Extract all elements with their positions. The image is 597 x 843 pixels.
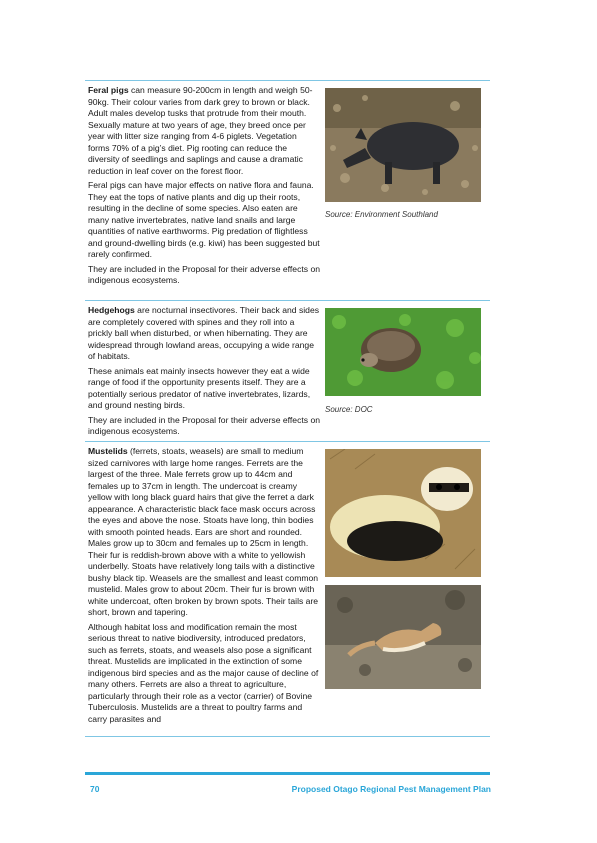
page-number: 70 [90,784,100,794]
stoat-photo [325,585,481,689]
mustelids-section [88,446,320,728]
document-title: Proposed Otago Regional Pest Management Plan [291,784,491,794]
hedgehog-photo [325,308,481,396]
feral-pigs-paragraph-3: They are included in the Proposal for their adverse effects on indigenous ecosystems. [88,263,321,285]
hedgehog-photo-caption: Source: DOC [325,405,373,414]
mustelids-paragraph-2: Although habitat loss and modification remain the most serious threat to native biodiversity, introduced predators, such as ferrets, stoats, and weasels also pose a significant threat. Mustelids are implicated in the extinction of some indigenous bird species and as the major cause of decline of many others. Ferrets are also a threat to agriculture, particularly through their role as a vector (carrier) of Bovine Tuberculosis. Mustelids are a threat to poultry farms and carry parasites and [88,621,319,724]
section-divider [85,441,490,442]
section-divider [85,736,490,737]
hedgehogs-section [88,305,320,441]
feral-pigs-section [88,85,320,290]
feral-pig-photo [325,88,481,202]
ferret-photo [325,449,481,577]
feral-pig-photo-caption: Source: Environment Southland [325,210,438,219]
mustelids-paragraph-1: Mustelids (ferrets, stoats, weasels) are small to medium sized carnivores with large home ranges. Ferrets are the largest of the three. Male ferrets grow up to 44cm and females up to 37cm in length. The undercoat is creamy yellow with long black guard hairs that give the ferret a dark appearance. A characteristic black face mask occurs across the eyes and above the nose. Stoats have long, thin bodies with smooth pointed heads. Ears are short and rounded. Males grow up to 30cm and females up to 25cm in length. Their fur is reddish-brown above with a white to yellowish underbelly. Stoats have relatively long tails with a distinctive bushy black tip. Weasels are the smallest and least common mustelid. Males grow to about 20cm. Their fur is brown with white undercoat, often broken by brown spots. Their tails are short, brown and tapering. [88,446,319,617]
feral-pigs-paragraph-2: Feral pigs can have major effects on native flora and fauna. They eat the tops of native plants and dig up their roots, resulting in the decline of some species. Also eaten are many native invertebrates, native land snails and large quantities of native earthworms. Pig predation of flightless and ground-dwelling birds (e.g. kiwi) has been suggested but rarely confirmed. [88,180,320,259]
mustelids-heading: Mustelids [88,446,128,456]
hedgehogs-paragraph-1: Hedgehogs are nocturnal insectivores. Their back and sides are completely covered with spines and they roll into a prickly ball when disturbed, or when hibernating. They are widespread through lowland areas, occupying a wide range of habitats. [88,305,320,361]
feral-pigs-paragraph-1: Feral pigs can measure 90-200cm in length and weigh 50-90kg. Their colour varies from dark grey to brown or black. Adult males develop tusks that protrude from their mouth. Sexually mature at two years of age, they breed once per year with litter size ranging from 4-6 piglets. Vegetation forms 70% of a pig’s diet. Pig rooting can reduce the diversity of seedlings and saplings and cause a dramatic reduction in leaf cover on the forest floor. [88,85,313,176]
section-divider [85,300,490,301]
feral-pigs-heading: Feral pigs [88,85,129,95]
hedgehogs-paragraph-3: They are included in the Proposal for their adverse effects on indigenous ecosystems. [88,414,321,436]
hedgehogs-paragraph-2: These animals eat mainly insects however they eat a wide range of food if the opportunity presents itself. They are a potentially serious predator of native invertebrates, lizards, and ground nesting birds. [88,365,311,410]
hedgehogs-heading: Hedgehogs [88,305,135,315]
footer-rule [85,772,490,775]
section-divider [85,80,490,81]
